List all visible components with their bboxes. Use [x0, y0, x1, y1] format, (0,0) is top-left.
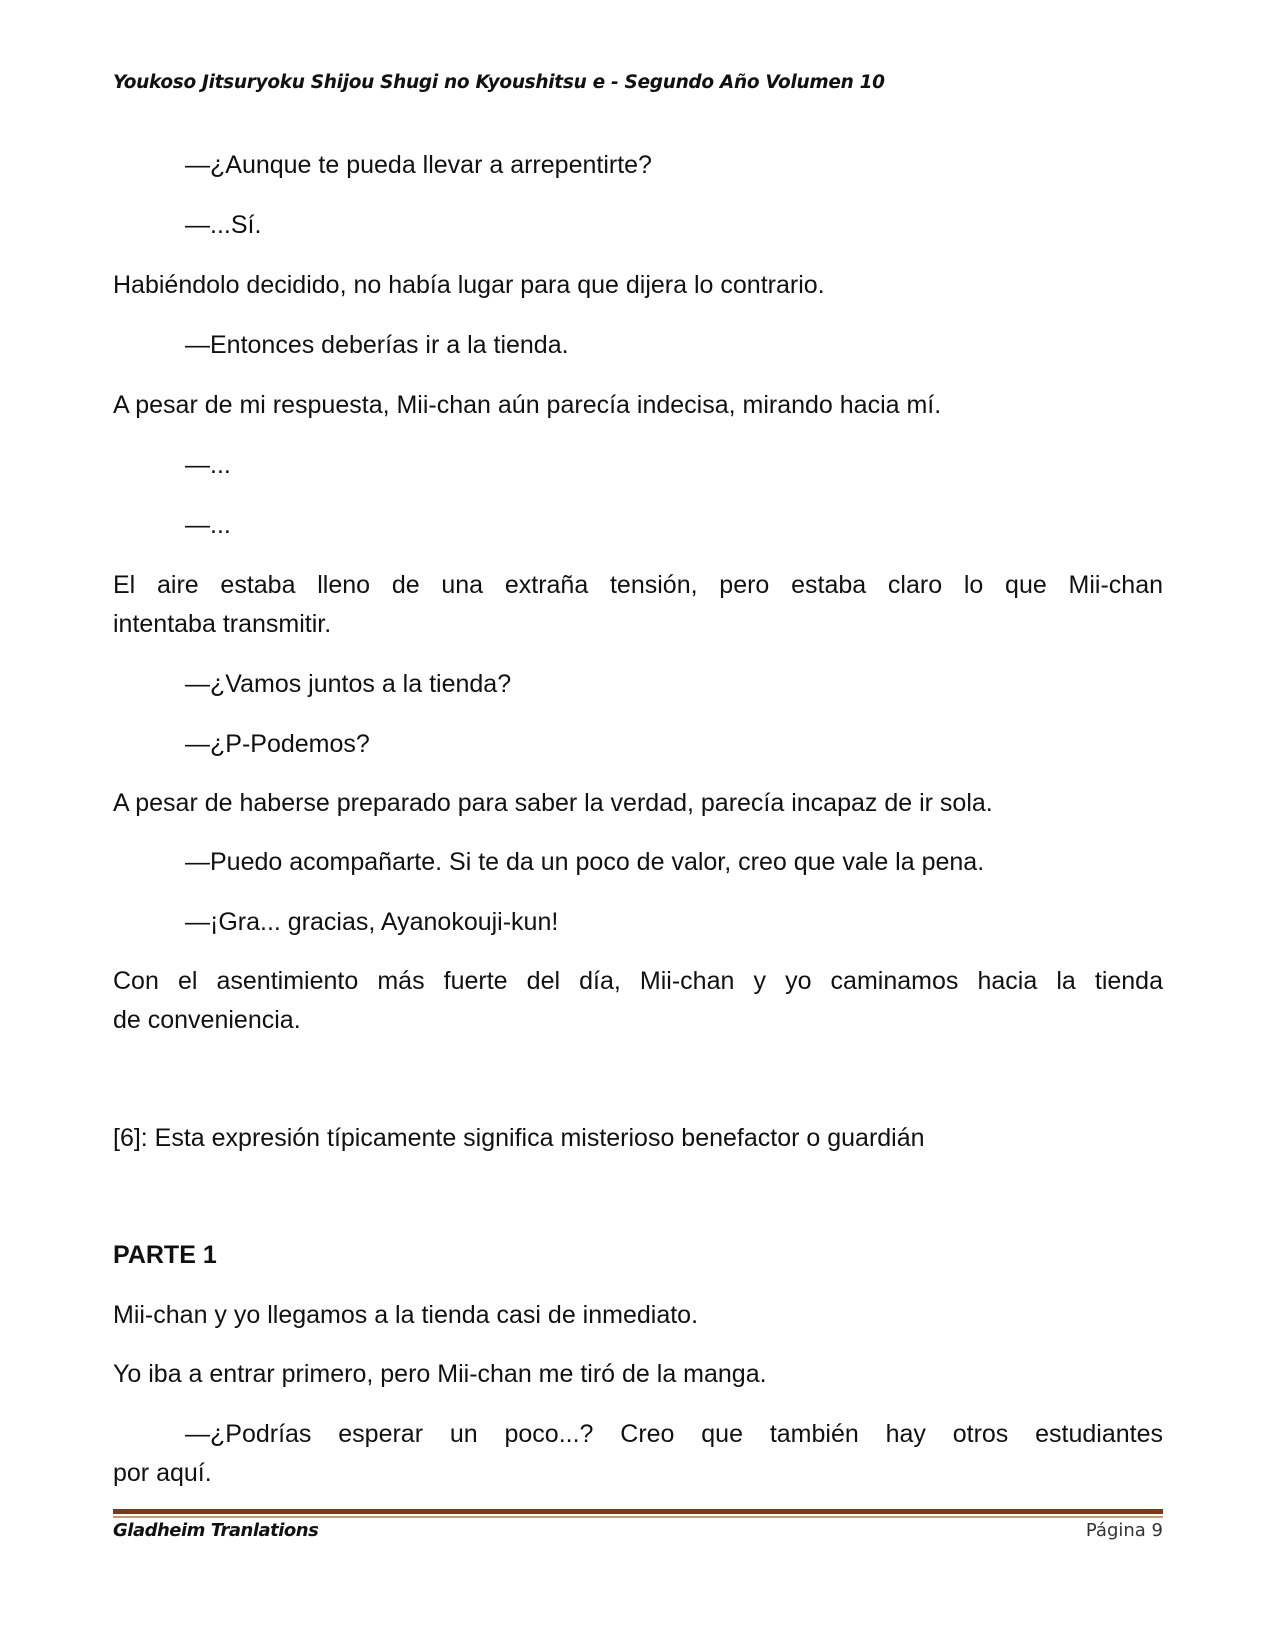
page-number: Página 9 [1085, 1520, 1163, 1541]
paragraph-line: intentaba transmitir. [113, 610, 332, 638]
dialogue-line: —...Sí. [185, 211, 262, 239]
dialogue-line: —¿P-Podemos? [185, 730, 370, 758]
paragraph-line: Mii-chan y yo llegamos a la tienda casi de inmediato. [113, 1301, 699, 1329]
dialogue-line: —¿Aunque te pueda llevar a arrepentirte? [185, 151, 652, 179]
paragraph-line: A pesar de mi respuesta, Mii-chan aún parecía indecisa, mirando hacia mí. [113, 391, 942, 419]
footer-rule-thin [113, 1516, 1163, 1518]
dialogue-line: —Entonces deberías ir a la tienda. [185, 331, 569, 359]
section-heading: PARTE 1 [113, 1241, 217, 1269]
dialogue-line: —¡Gra... gracias, Ayanokouji-kun! [185, 908, 559, 936]
paragraph-line: Yo iba a entrar primero, pero Mii-chan me tiró de la manga. [113, 1360, 767, 1388]
dialogue-line: —... [185, 511, 231, 539]
footnote: [6]: Esta expresión típicamente significa misterioso benefactor o guardián [113, 1124, 925, 1152]
paragraph-line: A pesar de haberse preparado para saber la verdad, parecía incapaz de ir sola. [113, 789, 993, 817]
running-header: Youkoso Jitsuryoku Shijou Shugi no Kyoushitsu e - Segundo Año Volumen 10 [113, 72, 885, 93]
dialogue-line: —¿Vamos juntos a la tienda? [185, 670, 512, 698]
dialogue-line: —Puedo acompañarte. Si te da un poco de valor, creo que vale la pena. [185, 848, 985, 876]
paragraph-line: por aquí. [113, 1459, 212, 1487]
footer-publisher: Gladheim Tranlations [113, 1520, 319, 1541]
paragraph-line: Con el asentimiento más fuerte del día, Mii-chan y yo caminamos hacia la tienda [113, 967, 1163, 995]
footer-rule-thick [113, 1509, 1163, 1514]
paragraph-line: de conveniencia. [113, 1006, 301, 1034]
paragraph-line: Habiéndolo decidido, no había lugar para que dijera lo contrario. [113, 271, 825, 299]
paragraph-line: El aire estaba lleno de una extraña tensión, pero estaba claro lo que Mii-chan [113, 571, 1163, 599]
dialogue-line: —¿Podrías esperar un poco...? Creo que también hay otros estudiantes [185, 1420, 1163, 1448]
dialogue-line: —... [185, 451, 231, 479]
